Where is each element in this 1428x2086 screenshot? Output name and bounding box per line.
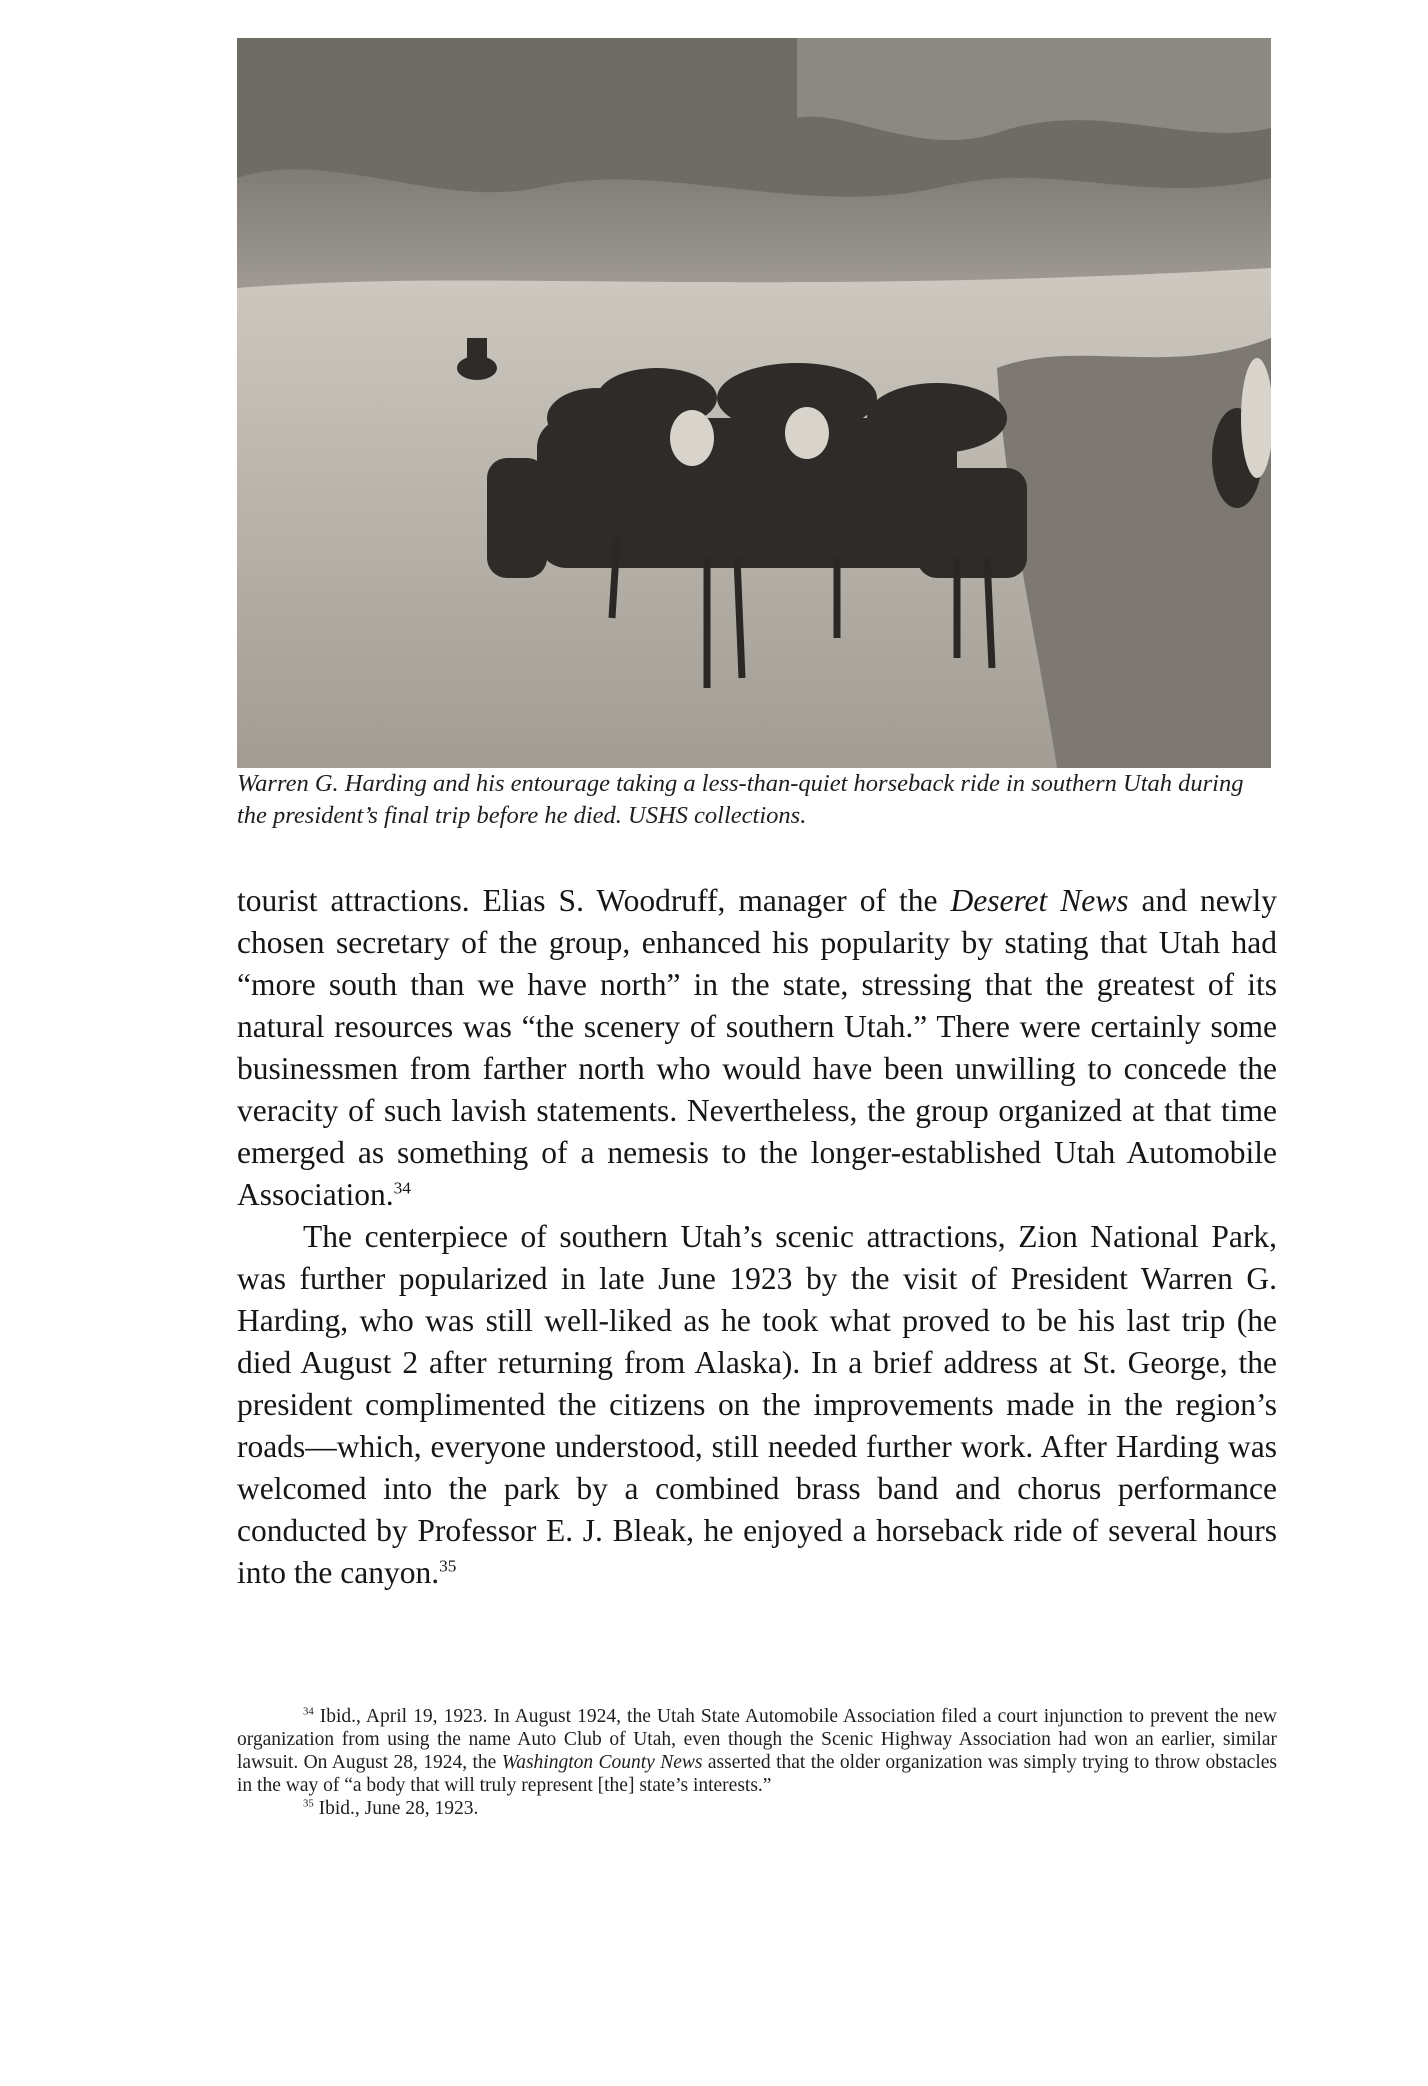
footnote-35-marker: 35	[303, 1797, 314, 1810]
footnote-34	[237, 1705, 1277, 1797]
footnote-35	[237, 1797, 1277, 1820]
footnote-ref-35: 35	[439, 1556, 457, 1576]
body-text	[237, 880, 1277, 1594]
newspaper-title: Deseret News	[950, 883, 1129, 918]
paragraph-1	[237, 880, 1277, 1216]
footnote-ref-34: 34	[393, 1178, 411, 1198]
paragraph-2-text: The centerpiece of southern Utah’s scenic attractions, Zion National Park, was further popularized in late June 1923 by the visit of President Warren G. Harding, who was still well-liked as he took what proved to be his last trip (he died August 2 after returning from Alaska). In a brief address at St. George, the president complimented the citizens on the improvements made in the region’s roads—which, everyone understood, still needed further work. After Harding was welcomed into the park by a combined brass band and chorus performance conducted by Professor E. J. Bleak, he enjoyed a horseback ride of several hours into the canyon.	[237, 1219, 1277, 1590]
footnote-34-marker: 34	[303, 1705, 314, 1718]
footnotes	[237, 1705, 1277, 1820]
photo-caption: Warren G. Harding and his entourage taking a less-than-quiet horseback ride in southern Utah during the president’s final trip before he died. USHS collections.	[237, 770, 1244, 829]
footnote-34-newspaper: Washington County News	[501, 1752, 703, 1773]
historical-photo	[237, 38, 1271, 768]
footnote-34-text-a: Ibid., April 19, 1923. In August 1924, the Utah State Automobile Association filed a court injunction to prevent the new organization from using the name Auto Club of Utah, even though the Scenic Highway Association had won an earlier, similar lawsuit. On August 28, 1924, the	[237, 1706, 1277, 1773]
paragraph-1-text-b: and newly chosen secretary of the group, enhanced his popularity by stating that Utah had “more south than we have north” in the state, stressing that the greatest of its natural resources was “the scenery of southern Utah.” There were certainly some businessmen from farther north who would have been unwilling to concede the veracity of such lavish statements. Nevertheless, the group organized at that time emerged as something of a nemesis to the longer-established Utah Automobile Association.	[237, 883, 1277, 1212]
paragraph-2	[237, 1216, 1277, 1594]
paragraph-1-text-a: tourist attractions. Elias S. Woodruff, manager of the	[237, 883, 951, 918]
horseback-riders-photo-image	[237, 38, 1271, 768]
footnote-35-text: Ibid., June 28, 1923.	[313, 1798, 479, 1819]
footnote-34-text-b: asserted that the older organization was simply trying to throw obstacles in the way of “a body that will truly represent [the] state’s interests.”	[237, 1752, 1277, 1796]
